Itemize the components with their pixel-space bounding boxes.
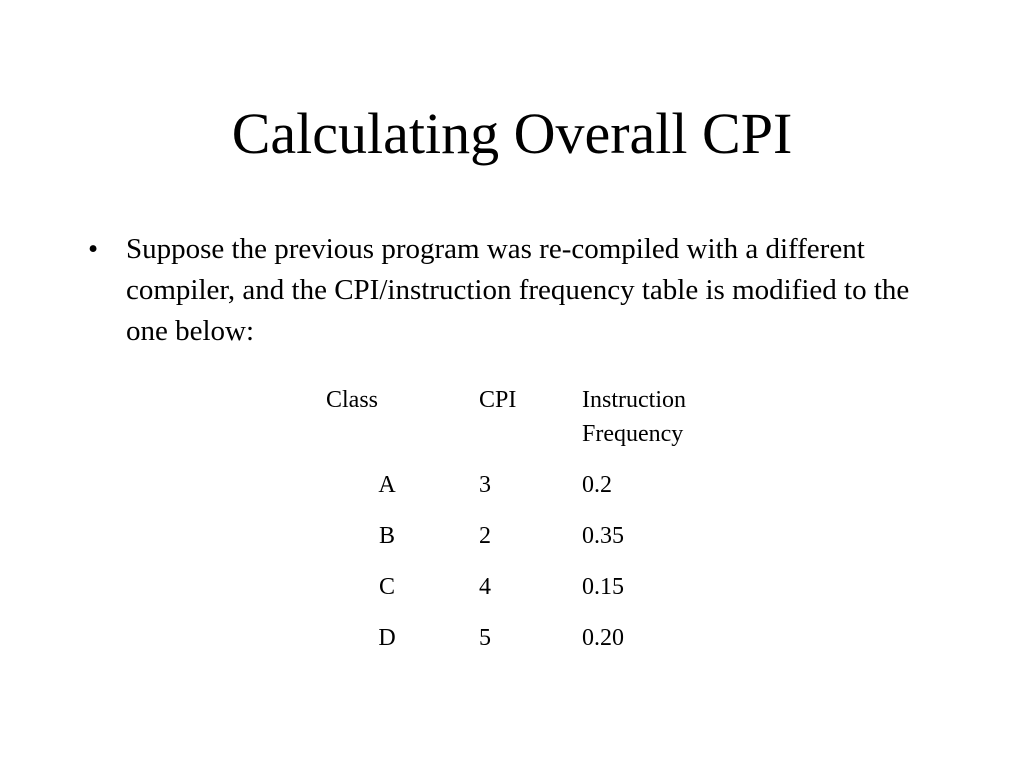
slide-title: Calculating Overall CPI xyxy=(231,101,793,166)
table-cell-class: D xyxy=(378,625,396,651)
table-cell-class: B xyxy=(378,523,395,549)
table-cell-class: A xyxy=(378,472,396,498)
table-cell-cpi: 4 xyxy=(479,574,491,600)
table-cell-frequency: 0.35 xyxy=(582,523,624,549)
bullet-text: Suppose the previous program was re-compiled with a different compiler, and the CPI/instruction frequency table is modified to the one below: xyxy=(126,233,910,347)
bullet-marker: • xyxy=(88,233,99,265)
table-header-cpi: CPI xyxy=(479,387,517,413)
table-header-frequency-line1: Instruction xyxy=(582,387,686,413)
table-cell-cpi: 5 xyxy=(479,625,491,651)
table-header-frequency xyxy=(582,383,686,451)
table-cell-class: C xyxy=(378,574,395,600)
table-header-frequency-line2: Frequency xyxy=(582,421,684,447)
table-cell-cpi: 2 xyxy=(479,523,491,549)
table-cell-cpi: 3 xyxy=(479,472,491,498)
table-cell-frequency: 0.20 xyxy=(582,625,624,651)
table-cell-frequency: 0.2 xyxy=(582,472,612,498)
bullet-point xyxy=(88,229,948,352)
table-cell-frequency: 0.15 xyxy=(582,574,624,600)
table-header-class: Class xyxy=(326,387,379,413)
